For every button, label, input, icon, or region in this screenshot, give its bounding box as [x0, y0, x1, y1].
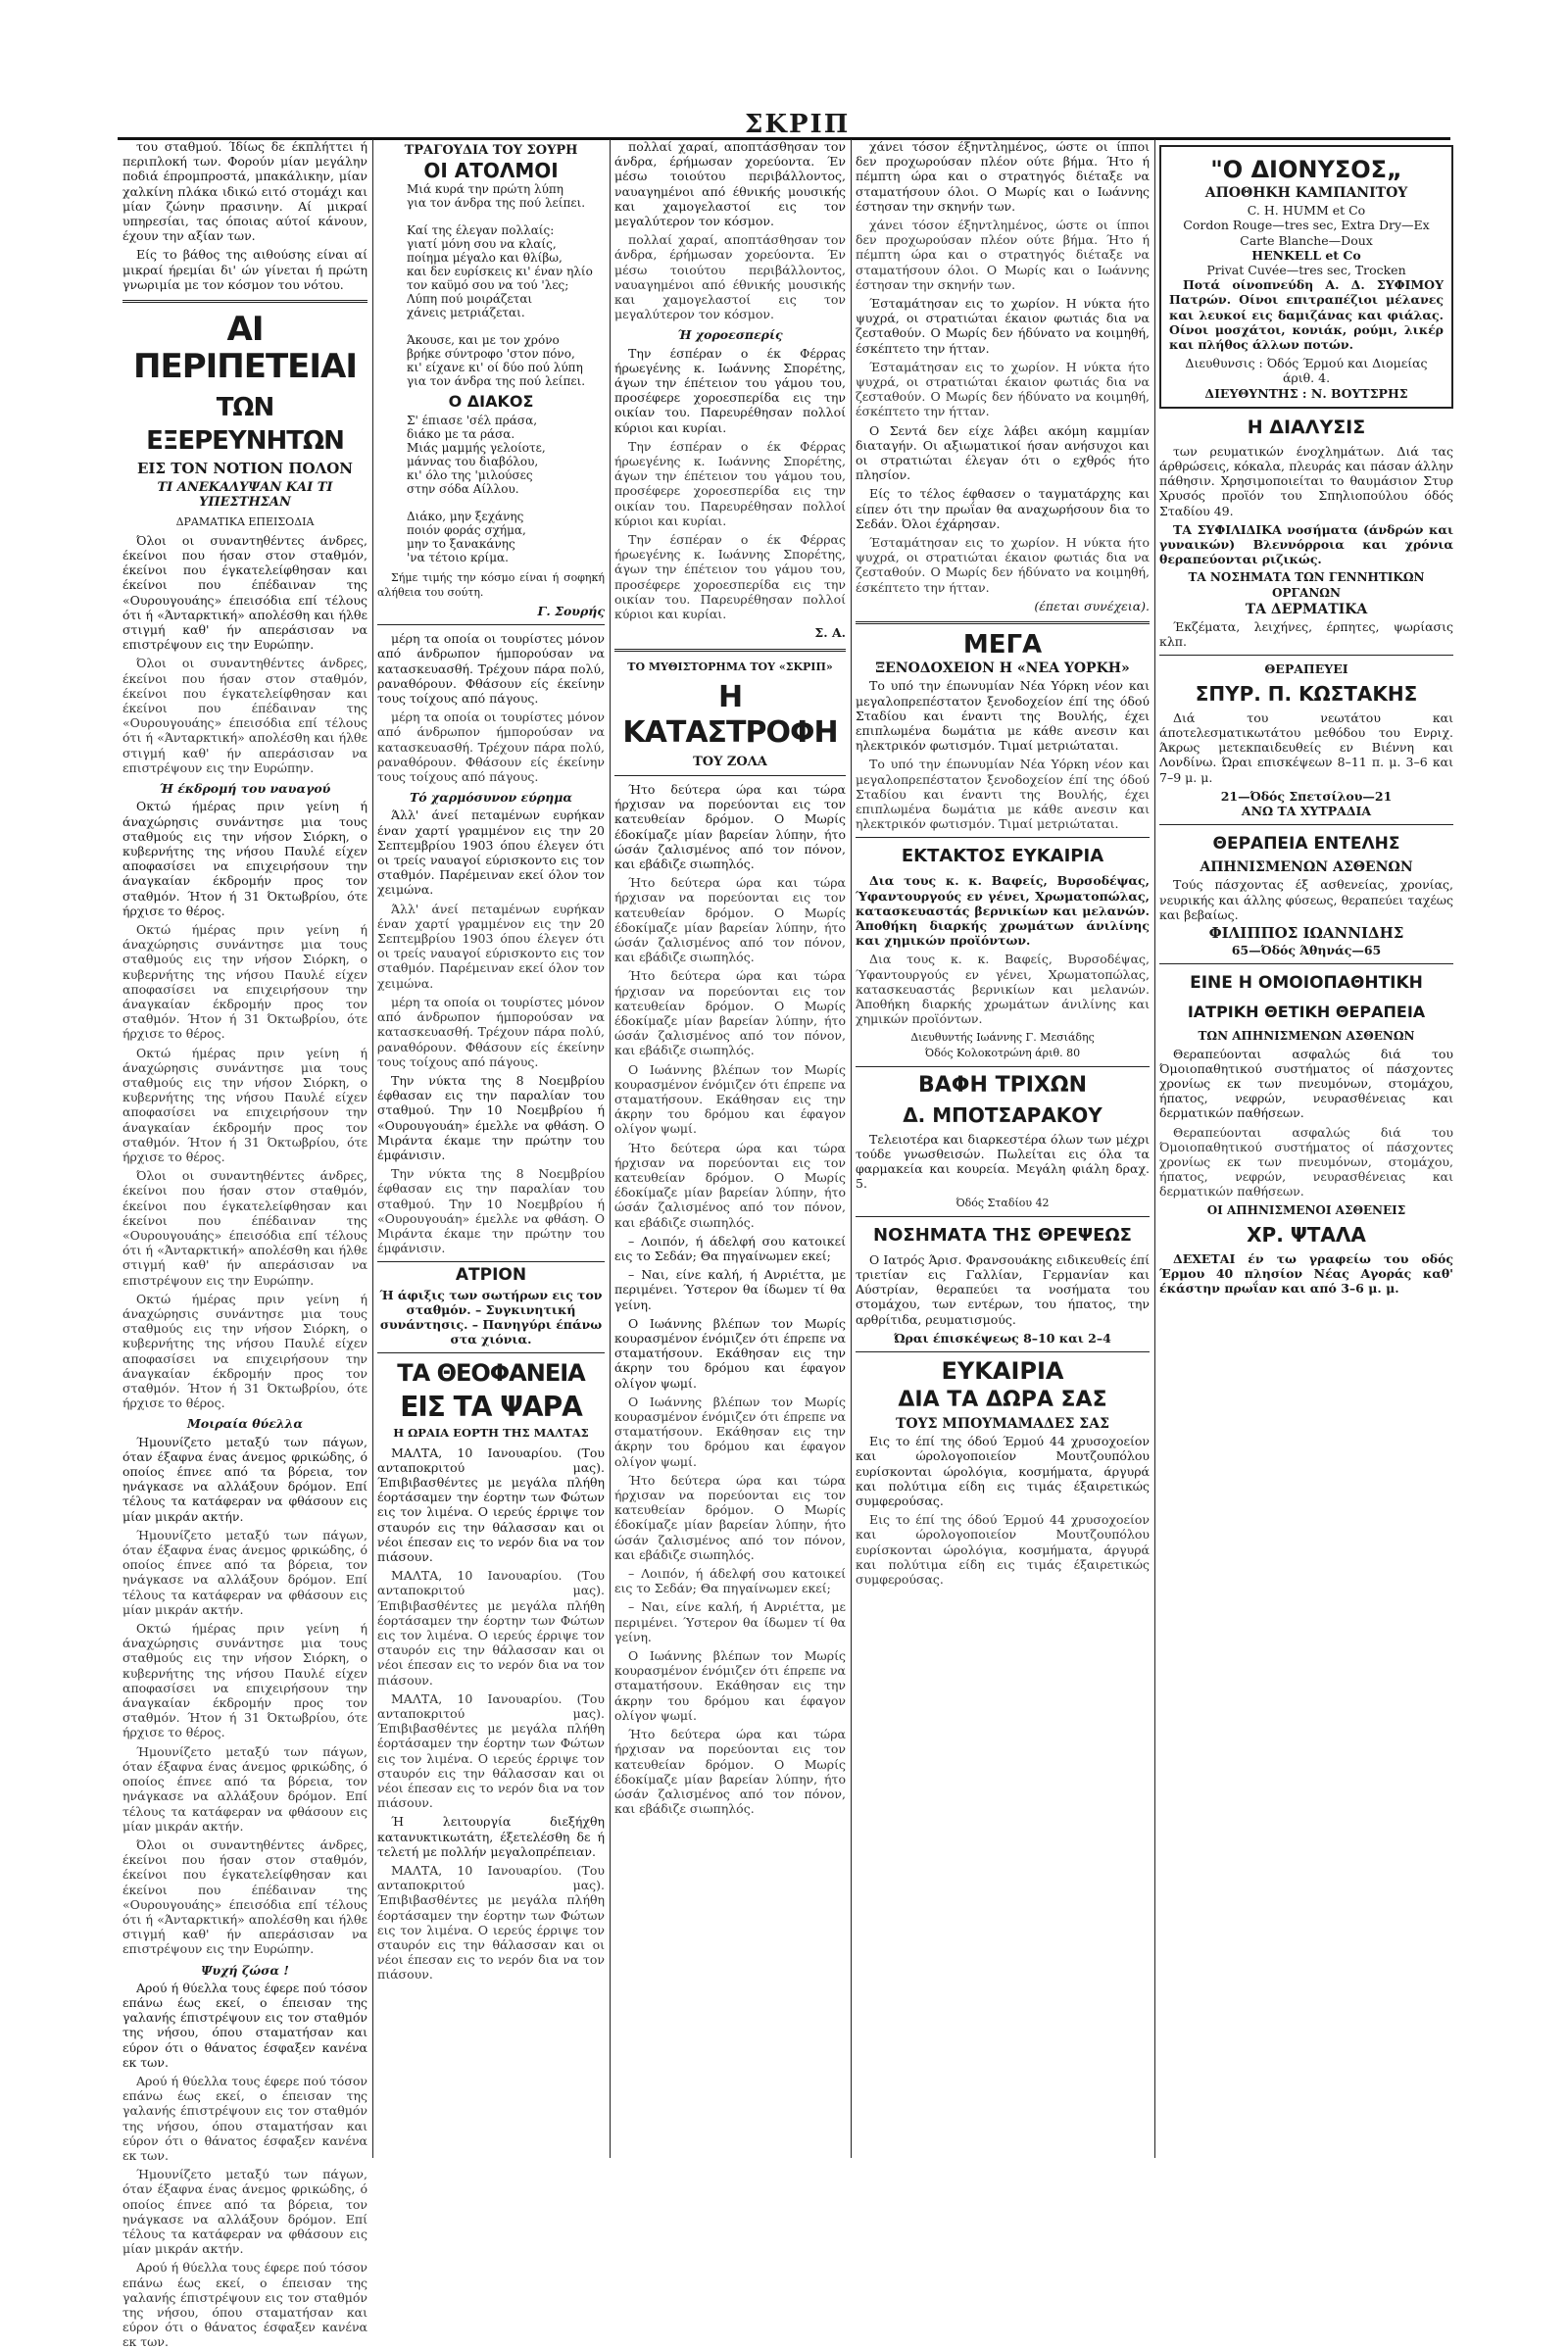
ad-signature: Διευθυντής Ιωάννης Γ. Μεσιάδης: [910, 1031, 1095, 1045]
poem-line: [407, 319, 605, 333]
divider: [1159, 963, 1453, 964]
poem-line: γιατί μόνη σου να κλαίς,: [407, 237, 557, 252]
article-text: Αρού ή θύελλα τους έφερε πού τόσον επάνω έως εκεί, ο έπεισαν της γαλανής έπιστρέψουν εις τον σταθμόν της νήσου, όπου σταματήσαν και εύρον ότι ο θάνατος έσφαξεν κανένα εκ των.: [122, 1980, 368, 2070]
divider: [614, 775, 846, 776]
divider: [856, 1351, 1150, 1352]
article-text: Οκτώ ήμέρας πριν γείνη ή άναχώρησις συνάντησε μια τους σταθμούς εις την νήσον Σιόρκη, ο κυβερνήτης της νήσου Παυλέ είχεν αποφασίσει να επιχειρήσουν την άναγκαίαν έκδρομήν προς τον σταθμόν. Ήτον ή 31 Όκτωβρίου, ότε ήρχισε το θέρος.: [122, 1621, 368, 1740]
poem-line: διάκο με τα ράσα.: [407, 426, 515, 441]
article-text: Όλοι οι συναντηθέντες άνδρες, έκείνοι που ήσαν στον σταθμόν, έκείνοι που έγκατελείφθησαν και έκείνοι που έπέδαιναν της «Ουρουγουάης» έπεισόδια επί τέλους ότι ή «Άνταρκτική» απολέσθη και ήλθε στιγμή καθ' ήν απεράσισαν να επιστρέψουν εις την Ευρώπην.: [122, 1836, 368, 1957]
section-heading: ΑΤΡΙΟΝ: [455, 1265, 527, 1286]
divider: [856, 621, 1150, 624]
ad-text: Θεραπεύονται ασφαλώς διά του Όμοιοπαθητικού συστήματος οί πάσχοντες χρονίως εκ των πνευμόνων, στομάχου, ήπατος, νεφρών, νευρασθένειας και δερματικών παθήσεων.: [1159, 1046, 1453, 1121]
ad-subtitle: ΟΙ ΑΠΗΝΙΣΜΕΝΟΙ ΑΣΘΕΝΕΙΣ: [1206, 1202, 1406, 1217]
ad-address: Όδός Κολοκοτρώνη άριθ. 80: [924, 1046, 1081, 1059]
poem-line: μάννας του διαβόλου,: [407, 454, 539, 468]
article-text: Ο Ιωάννης βλέπων τον Μωρίς κουρασμένον ένόμιζεν ότι έπρεπε να σταματήσουν. Εκάθησαν εις την άκρην του δρόμου και έφαγον ολίγον ψωμί.: [614, 1061, 846, 1137]
article-text: Άλλ' άνεί πεταμένων ευρήκαν έναν χαρτί γραμμένον εις την 20 Σεπτεμβρίου 1903 όπου έλεγεν ότι οι τρείς ναυαγοί εύρισκοντο εις τον σταθμόν. Παρέμειναν εκεί όλον τον χειμώνα.: [377, 901, 605, 991]
masthead-title: ΣΚΡΙΠ: [745, 110, 851, 139]
article-text: Οκτώ ήμέρας πριν γείνη ή άναχώρησις συνάντησε μια τους σταθμούς εις την νήσον Σιόρκη, ο κυβερνήτης της νήσου Παυλέ είχεν αποφασίσει να επιχειρήσουν την άναγκαίαν έκδρομήν προς τον σταθμόν. Ήτον ή 31 Όκτωβρίου, ότε ήρχισε το θέρος.: [122, 799, 368, 918]
ad-title: ΝΟΣΗΜΑΤΑ ΤΗΣ ΘΡΕΨΕΩΣ: [873, 1224, 1132, 1246]
poem-line: κι' όλο της 'μιλούσες: [407, 467, 533, 482]
article-text: Όλοι οι συναντηθέντες άνδρες, έκείνοι που ήσαν στον σταθμόν, έκείνοι που έγκατελείφθησαν και έκείνοι που έπέδαιναν της «Ουρουγουάης» έπεισόδια επί τέλους ότι ή «Άνταρκτική» απολέσθη και ήλθε στιγμή καθ' ήν απεράσισαν να επιστρέψουν εις την Ευρώπην.: [122, 532, 368, 653]
article-text: πολλαί χαραί, αποπτάσθησαν τον άνδρα, έρήμωσαν χορεύοντα. Έν μέσω τοιούτου περιβάλλοντος, ναυαγημένοι από έθνικής μουσικής και χαμογελαστοί εις τον μεγαλύτερον τον κόσμον.: [614, 139, 846, 229]
poem-line: για τον άνδρα της πού λείπει.: [407, 196, 586, 211]
article-text: Ήμουνίζετο μεταξύ των πάγων, όταν έξαφνα ένας άνεμος φρικώδης, ό οποίος έπνεε από τα βόρεια, τον ηνάγκασε να αλλάξουν δρόμον. Επί τέλους τα κατάφεραν να φθάσουν εις μίαν μικράν ακτήν.: [122, 2167, 368, 2257]
poem-line: ποιόν φοράς σχήμα,: [407, 522, 526, 537]
column-rule: [851, 139, 852, 2158]
headline: ΕΙΣ ΤΑ ΨΑΡΑ: [400, 1391, 582, 1424]
ad-title: ΣΠΥΡ. Π. ΚΩΣΤΑΚΗΣ: [1195, 681, 1418, 706]
article-text: Αρού ή θύελλα τους έφερε πού τόσον επάνω έως εκεί, ο έπεισαν της γαλανής έπιστρέψουν εις τον σταθμόν της νήσου, όπου σταματήσαν και εύρον ότι ο θάνατος έσφαξεν κανένα εκ των.: [122, 2073, 368, 2163]
article-text: Αρού ή θύελλα τους έφερε πού τόσον επάνω έως εκεί, ο έπεισαν της γαλανής έπιστρέψουν εις τον σταθμόν της νήσου, όπου σταματήσαν και εύρον ότι ο θάνατος έσφαξεν κανένα εκ των.: [122, 2260, 368, 2350]
article-text: Ή λειτουργία διεξήχθη κατανυκτικωτάτη, έξετελέσθη δε ή τελετή με πολλήν μεγαλοπρέπειαν.: [377, 1814, 605, 1859]
article-text: Ήτο δεύτερα ώρα και τώρα ήρχισαν να πορεύονται εις τον κατευθείαν δρόμον. Ο Μωρίς έδοκίμαζε μίαν βαρείαν λύπην, ήτο ώσάν ζαλισμένος από τον πόνον, και εβάδιζε σιωπηλός.: [614, 1472, 846, 1562]
ad-text: ΔΕΧΕΤΑΙ έν τω γραφείω του οδός Έρμου 40 πλησίον Νέας Αγοράς καθ' έκάστην πρωΐαν και από 3–6 μ. μ.: [1159, 1250, 1453, 1297]
poem-line: Μιάς μαμμής γελοίοτε,: [407, 440, 546, 455]
ad-city: ΑΝΩ ΤΑ ΧΥΤΡΑΔΙΑ: [1241, 803, 1372, 818]
ad-subtitle: ΔΙΑ ΤΑ ΔΩΡΑ ΣΑΣ: [898, 1388, 1107, 1412]
ad-text: Το υπό την έπωνυμίαν Νέα Υόρκη νέον και μεγαλοπρεπέστατον ξενοδοχείον έπί της όδού Σταδίου και έναντι της Βουλής, έχει επιπλωμένα δωμάτια με κάθε ανεσιν και ηλεκτρικόν φωτισμόν. Τιμαί μετριώταται.: [856, 757, 1150, 832]
ad-title: Η ΔΙΑΛΥΣΙΣ: [1247, 416, 1366, 438]
poem-line: Καί της έλεγαν πολλαίς:: [407, 223, 555, 238]
poem-line: Λύπη πού μοιράζεται: [407, 292, 533, 307]
section-heading: Μοιραία θύελλα: [187, 1416, 303, 1432]
article-text: Την νύκτα της 8 Νοεμβρίου έφθασαν εις την παραλίαν του σταθμού. Την 10 Νοεμβρίου ή «Ουρουγουάη» έμελλε να φθάση. Ο Μιράντα έκαμε την πρώτην του έμφάνισιν.: [377, 1072, 605, 1162]
signature: Γ. Σουρής: [537, 604, 605, 619]
ad-address: Όδός Σταδίου 42: [956, 1196, 1050, 1209]
article-text: Ήτο δεύτερα ώρα και τώρα ήρχισαν να πορεύονται εις τον κατευθείαν δρόμον. Ο Μωρίς έδοκίμαζε μίαν βαρείαν λύπην, ήτο ώσάν ζαλισμένος από τον πόνον, και εβάδιζε σιωπηλός.: [614, 875, 846, 965]
poem: [377, 414, 605, 564]
novel-header: ΤΟ ΜΥΘΙΣΤΟΡΗΜΑ ΤΟΥ «ΣΚΡΙΠ»: [627, 660, 833, 673]
novel-title: Η ΚΑΤΑΣΤΡΟΦΗ: [622, 679, 838, 750]
article-text: Οκτώ ήμέρας πριν γείνη ή άναχώρησις συνάντησε μια τους σταθμούς εις την νήσον Σιόρκη, ο κυβερνήτης της νήσου Παυλέ είχεν αποφασίσει να επιχειρήσουν την άναγκαίαν έκδρομήν προς τον σταθμόν. Ήτον ή 31 Όκτωβρίου, ότε ήρχισε το θέρος.: [122, 1291, 368, 1411]
section-heading: Ή χοροεσπερίς: [677, 327, 783, 343]
article-text: Ήμουνίζετο μεταξύ των πάγων, όταν έξαφνα ένας άνεμος φρικώδης, ό οποίος έπνεε από τα βόρεια, τον ηνάγκασε να αλλάξουν δρόμον. Επί τέλους τα κατάφεραν να φθάσουν εις μίαν μικράν ακτήν.: [122, 1527, 368, 1617]
ad-subtitle: Δ. ΜΠΟΤΣΑΡΑΚΟΥ: [903, 1102, 1102, 1127]
divider: [856, 1066, 1150, 1067]
ad-text: Τούς πάσχοντας έξ ασθενείας, χρονίας, νευρικής και άλλης φύσεως, θεραπεύει ταχέως και βεβαίως.: [1159, 877, 1453, 922]
article-text: Έσταμάτησαν εις το χωρίον. Η νύκτα ήτο ψυχρά, οι στρατιώται έκαιον φωτιάς δια να ζεσταθούν. Ο Μωρίς δεν ήδύνατο να κοιμηθή, έσκέπτετο την ήτταν.: [856, 296, 1150, 356]
masthead: [118, 110, 1450, 140]
article-text: ΜΑΛΤΑ, 10 Ιανουαρίου. (Του ανταποκριτού μας). Έπιβιβασθέντες με μεγάλα πλήθη έορτάσαμεν την έορτην των Φώτων εις τον λιμένα. Ο ιερεύς έρριψε τον σταυρόν εις την θάλασσαν και οι νέοι έπεσαν εις το νερόν δια να τον πιάσουν.: [377, 1444, 605, 1564]
article-text: Οκτώ ήμέρας πριν γείνη ή άναχώρησις συνάντησε μια τους σταθμούς εις την νήσον Σιόρκη, ο κυβερνήτης της νήσου Παυλέ είχεν αποφασίσει να επιχειρήσουν την άναγκαίαν έκδρομήν προς τον σταθμόν. Ήτον ή 31 Όκτωβρίου, ότε ήρχισε το θέρος.: [122, 921, 368, 1042]
poem-line: [407, 210, 605, 223]
ad-subtitle: ΑΠΗΝΙΣΜΕΝΩΝ ΑΣΘΕΝΩΝ: [1200, 859, 1413, 876]
article-text: Ήμουνίζετο μεταξύ των πάγων, όταν έξαφνα ένας άνεμος φρικώδης, ό οποίος έπνεε από τα βόρεια, τον ηνάγκασε να αλλάξουν δρόμον. Επί τέλους τα κατάφεραν να φθάσουν εις μίαν μικράν ακτήν.: [122, 1743, 368, 1834]
ad-subtitle: ΤΑ ΝΟΣΗΜΑΤΑ ΤΩΝ ΓΕΝΝΗΤΙΚΩΝ ΟΡΓΑΝΩΝ: [1188, 570, 1425, 600]
article-text: Ο Σεντά δεν είχε λάβει ακόμη καμμίαν διαταγήν. Οι αξιωματικοί ήσαν ανήσυχοι και οι στρατιώται έλεγαν ότι ο εχθρός ήτο πλησίον.: [856, 422, 1150, 483]
article-text: Ήμουνίζετο μεταξύ των πάγων, όταν έξαφνα ένας άνεμος φρικώδης, ό οποίος έπνεε από τα βόρεια, τον ηνάγκασε να αλλάξουν δρόμον. Επί τέλους τα κατάφεραν να φθάσουν εις μίαν μικράν ακτήν.: [122, 1434, 368, 1524]
subheadline: ΤΙ ΑΝΕΚΑΛΥΨΑΝ ΚΑΙ ΤΙ ΥΠΕΣΤΗΣΑΝ: [157, 480, 333, 511]
divider: [856, 837, 1150, 838]
ad-text: Θεραπεύονται ασφαλώς διά του Όμοιοπαθητικού συστήματος οί πάσχοντες χρονίως εκ των πνευμόνων, στομάχου, ήπατος, νεφρών, νευρασθένειας και δερματικών παθήσεων.: [1159, 1124, 1453, 1199]
ad-line: HENKELL et Co: [1251, 247, 1361, 263]
poem-line: μην το ξανακάνης: [407, 536, 515, 551]
poem-line: κι' είχανε κι' οί δύο πού λύπη: [407, 361, 583, 375]
article-text: Ήτο δεύτερα ώρα και τώρα ήρχισαν να πορεύονται εις τον κατευθείαν δρόμον. Ο Μωρίς έδοκίμαζε μίαν βαρείαν λύπην, ήτο ώσάν ζαλισμένος από τον πόνον, και εβάδιζε σιωπηλός.: [614, 1140, 846, 1230]
article-text: Ήτο δεύτερα ώρα και τώρα ήρχισαν να πορεύονται εις τον κατευθείαν δρόμον. Ο Μωρίς έδοκίμαζε μίαν βαρείαν λύπην, ήτο ώσάν ζαλισμένος από τον πόνον, και εβάδιζε σιωπηλός.: [614, 781, 846, 871]
headline: ΤΑ ΘΕΟΦΑΝΕΙΑ: [397, 1359, 585, 1388]
ad-subtitle: ΞΕΝΟΔΟΧΕΙΟΝ Η «ΝΕΑ ΥΟΡΚΗ»: [875, 661, 1130, 677]
poem-line: στην σόδα Αίλλου.: [407, 481, 519, 496]
article-text: – Ναι, είνε καλή, ή Ανριέττα, με περιμένει. Ύστερον θα ίδωμεν τί θα γείνη.: [614, 1267, 846, 1312]
column-4: [856, 139, 1150, 2168]
article-text: Την έσπέραν ο έκ Φέρρας ήρωεγένης κ. Ιωάννης Σπορέτης, άγων την έπέτειον του γάμου του, προσέφερε χοροεσπερίδα εις την οικίαν του. Παρευρέθησαν πολλοί κύριοι και κυρίαι.: [614, 532, 846, 622]
article-text: Είς το βάθος της αιθούσης είναι αί μικραί ήρεμίαι δι' ών γίνεται ή πρώτη γνωριμία με τον κόσμον του νότου.: [122, 247, 368, 292]
ad-subtitle: ΤΑ ΔΕΡΜΑΤΙΚΑ: [1245, 601, 1368, 617]
poem-line: ποίημα μέγαλο και θλίβω,: [407, 251, 563, 266]
column-rule: [610, 139, 611, 2158]
poem-line: και δεν ευρίσκεις κι' έναν ηλίο: [407, 265, 593, 279]
article-text: – Ναι, είνε καλή, ή Ανριέττα, με περιμένει. Ύστερον θα ίδωμεν τί θα γείνη.: [614, 1599, 846, 1644]
poem-line: Διάκο, μην ξεχάνης: [407, 509, 524, 523]
poem-line: Σ' έπιασε 'σέλ πράσα,: [407, 413, 538, 427]
section-heading: ΤΡΑΓΟΥΔΙΑ ΤΟΥ ΣΟΥΡΗ: [404, 143, 578, 158]
continued-note: (έπεται συνέχεια).: [1034, 598, 1150, 613]
ad-address: Διευθυνσις : Όδός Έρμού και Διομείας άριθ. 4.: [1185, 356, 1428, 386]
ad-address: 21—Όδός Σπετσίλου—21: [1220, 788, 1393, 804]
divider: [614, 649, 846, 652]
ad-address: 65—Όδός Άθηνάς—65: [1231, 943, 1382, 958]
article-text: Ο Ιωάννης βλέπων τον Μωρίς κουρασμένον ένόμιζεν ότι έπρεπε να σταματήσουν. Εκάθησαν εις την άκρην του δρόμου και έφαγον ολίγον ψωμί.: [614, 1648, 846, 1723]
article-text: Ήτο δεύτερα ώρα και τώρα ήρχισαν να πορεύονται εις τον κατευθείαν δρόμον. Ο Μωρίς έδοκίμαζε μίαν βαρείαν λύπην, ήτο ώσάν ζαλισμένος από τον πόνον, και εβάδιζε σιωπηλός.: [614, 1727, 846, 1817]
poem-line: βρήκε σύντροφο 'στον πόνο,: [407, 347, 575, 362]
column-1: [122, 139, 368, 2350]
article-text: μέρη τα οποία οι τουρίστες μόνον από άνδρωπον ήμπορούσαν να κατασκευασθή. Τρέχουν πάρα πολύ, ραναθόρουν. Φθάσουν είς έκείνην τους τοίχους από πάγους.: [377, 710, 605, 785]
ad-text: Εις το έπί της όδού Έρμού 44 χρυσοχοείον και ώρολογοποιείον Μουτζουπόλου ευρίσκονται ώρολόγια, κοσμήματα, άργυρά και πολύτιμα είδη εις τιμάς έξαιρετικώς συμφερούσας.: [856, 1512, 1150, 1588]
ad-title: ΘΕΡΑΠΕΙΑ ΕΝΤΕΛΗΣ: [1212, 834, 1400, 855]
ad-text: Ποτά οίνοπνεύδη Α. Δ. ΣΥΦΙΜΟΥ Πατρών. Οίνοι επιτραπέζιοι μέλανες και λευκοί εις δαμιζάνας και φιάλας. Οίνοι μοσχάτοι, κονιάκ, ρούμι, λικέρ και πλήθος άλλων ποτών.: [1169, 277, 1444, 353]
ad-title: ΒΑΦΗ ΤΡΙΧΩΝ: [918, 1072, 1087, 1098]
subheadline: ΔΡΑΜΑΤΙΚΑ ΕΠΕΙΣΟΔΙΑ: [175, 514, 315, 528]
subheadline: Η ΩΡΑΙΑ ΕΟΡΤΗ ΤΗΣ ΜΑΛΤΑΣ: [393, 1426, 589, 1441]
divider: [1159, 655, 1453, 656]
poem-line: Άκουσε, και με τον χρόνο: [407, 333, 560, 348]
article-text: Την έσπέραν ο έκ Φέρρας ήρωεγένης κ. Ιωάννης Σπορέτης, άγων την έπέτειον του γάμου του, προσέφερε χοροεσπερίδα εις την οικίαν του. Παρευρέθησαν πολλοί κύριοι και κυρίαι.: [614, 345, 846, 435]
poem-line: για τον άνδρα της πού λείπει.: [407, 374, 586, 389]
poem-title: ΟΙ ΑΤΟΛΜΟΙ: [423, 159, 559, 183]
divider: [377, 1261, 605, 1262]
headline: ΑΙ ΠΕΡΙΠΕΤΕΙΑΙ: [133, 310, 357, 387]
column-3: [614, 139, 846, 2168]
article-text: Έσταμάτησαν εις το χωρίον. Η νύκτα ήτο ψυχρά, οι στρατιώται έκαιον φωτιάς δια να ζεσταθούν. Ο Μωρίς δεν ήδύνατο να κοιμηθή, έσκέπτετο την ήτταν.: [856, 359, 1150, 419]
article-text: ΜΑΛΤΑ, 10 Ιανουαρίου. (Του ανταποκριτού μας). Έπιβιβασθέντες με μεγάλα πλήθη έορτάσαμεν την έορτην των Φώτων εις τον λιμένα. Ο ιερεύς έρριψε τον σταυρόν εις την θάλασσαν και οι νέοι έπεσαν εις το νερόν δια να τον πιάσουν.: [377, 1690, 605, 1811]
ad-text: Το υπό την έπωνυμίαν Νέα Υόρκη νέον και μεγαλοπρεπέστατον ξενοδοχείον έπί της όδού Σταδίου και έναντι της Βουλής, έχει επιπλωμένα δωμάτια με κάθε ανεσιν και ηλεκτρικόν φωτισμόν. Τιμαί μετριώταται.: [856, 678, 1150, 754]
article-text: μέρη τα οποία οι τουρίστες μόνον από άνδρωπον ήμπορούσαν να κατασκευασθή. Τρέχουν πάρα πολύ, ραναθόρουν. Φθάσουν είς έκείνην τους τοίχους από πάγους.: [377, 631, 605, 707]
article-text: ΜΑΛΤΑ, 10 Ιανουαρίου. (Του ανταποκριτού μας). Έπιβιβασθέντες με μεγάλα πλήθη έορτάσαμεν την έορτην των Φώτων εις τον λιμένα. Ο ιερεύς έρριψε τον σταυρόν εις την θάλασσαν και οι νέοι έπεσαν εις το νερόν δια να τον πιάσουν.: [377, 1863, 605, 1983]
article-text: Ήτο δεύτερα ώρα και τώρα ήρχισαν να πορεύονται εις τον κατευθείαν δρόμον. Ο Μωρίς έδοκίμαζε μίαν βαρείαν λύπην, ήτο ώσάν ζαλισμένος από τον πόνον, και εβάδιζε σιωπηλός.: [614, 968, 846, 1058]
ad-text: ΤΑ ΣΥΦΙΛΙΔΙΚΑ νοσήματα (άνδρών και γυναικών) Βλεννόρροια και χρόνια θεραπεύονται ριζικώς.: [1159, 521, 1453, 567]
poem-line: Μιά κυρά την πρώτη λύπη: [407, 182, 564, 197]
article-text: Ο Ιωάννης βλέπων τον Μωρίς κουρασμένον ένόμιζεν ότι έπρεπε να σταματήσουν. Εκάθησαν εις την άκρην του δρόμου και έφαγον ολίγον ψωμί.: [614, 1394, 846, 1469]
ad-line: Cordon Rouge—tres sec, Extra Dry—Ex Carte Blanche—Doux: [1183, 218, 1430, 248]
ad-subtitle: ΑΠΟΘΗΚΗ ΚΑΜΠΑΝΙΤΟΥ: [1204, 185, 1408, 201]
novel-author: ΤΟΥ ΖΟΛΑ: [693, 754, 767, 769]
ad-owner: ΔΙΕΥΘΥΝΤΗΣ : Ν. ΒΟΥΤΣΡΗΣ: [1204, 385, 1408, 401]
ad-title: ΕΙΝΕ Η ΟΜΟΙΟΠΑΘΗΤΙΚΗ: [1190, 973, 1423, 994]
ad-text: Δια τους κ. κ. Βαφείς, Βυρσοδέψας, Ύφαντουργούς εν γένει, Χρωματοπώλας, κατασκευαστάς βερνικίων και μελανών. Άποθήκη διαρκής χρωμάτων άνιλίνης και χημικών προϊόντων.: [856, 952, 1150, 1027]
section-heading: Ψυχή ζώσα !: [201, 1962, 289, 1978]
article-text: ΜΑΛΤΑ, 10 Ιανουαρίου. (Του ανταποκριτού μας). Έπιβιβασθέντες με μεγάλα πλήθη έορτάσαμεν την έορτην των Φώτων εις τον λιμένα. Ο ιερεύς έρριψε τον σταυρόν εις την θάλασσαν και οι νέοι έπεσαν εις το νερόν δια να τον πιάσουν.: [377, 1568, 605, 1688]
poem-line: [407, 496, 605, 510]
article-subheading: Ή άφιξις των σωτήρων εις τον σταθμόν. – Συγκινητική συνάντησις. – Πανηγύρι έπάνω στα χιόνια.: [379, 1287, 603, 1347]
ad-line: C. H. HUMM et Co: [1247, 203, 1366, 219]
ad-text: των ρευματικών ένοχλημάτων. Διά τας άρθρώσεις, κόκαλα, πλευράς και πάσαν άλλην πάθησιν. Χρησιμοποιείται το θαυμάσιον Στυρ Χρυσός προϊόν του Σπηλιοπούλου όδός Σταδίου 49.: [1159, 443, 1453, 518]
ad-name: ΦΙΛΙΠΠΟΣ ΙΩΑΝΝΙΔΗΣ: [1208, 923, 1404, 942]
ad-title: ΜΕΓΑ: [962, 630, 1043, 661]
article-text: μέρη τα οποία οι τουρίστες μόνον από άνδρωπον ήμπορούσαν να κατασκευασθή. Τρέχουν πάρα πολύ, ραναθόρουν. Φθάσουν είς έκείνην τους τοίχους από πάγους.: [377, 994, 605, 1069]
ad-text: Δια τους κ. κ. Βαφείς, Βυρσοδέψας, Ύφαντουργούς εν γένει, Χρωματοπώλας, κατασκευαστάς βερνικίων και μελανών. Άποθήκη διαρκής χρωμάτων άνιλίνης και χημικών προϊόντων.: [856, 873, 1150, 949]
ad-hours: Ώραι έπισκέψεως 8–10 και 2–4: [894, 1330, 1111, 1346]
section-heading: Ή έκδρομή του ναυαγού: [159, 781, 331, 797]
ad-title: "Ο ΔΙΟΝΥΣΟΣ„: [1210, 156, 1402, 183]
divider: [122, 300, 368, 303]
article-text: Την νύκτα της 8 Νοεμβρίου έφθασαν εις την παραλίαν του σταθμού. Την 10 Νοεμβρίου ή «Ουρουγουάη» έμελλε να φθάση. Ο Μιράντα έκαμε την πρώτην του έμφάνισιν.: [377, 1166, 605, 1256]
poem-note: Σήμε τιμής την κόσμο είναι ή σοφηκή αλήθεια του σούτη.: [377, 570, 605, 599]
ad-title: ΕΥΚΑΙΡΙΑ: [941, 1357, 1064, 1385]
article-text: πολλαί χαραί, αποπτάσθησαν τον άνδρα, έρήμωσαν χορεύοντα. Έν μέσω τοιούτου περιβάλλοντος, ναυαγημένοι από έθνικής μουσικής και χαμογελαστοί εις τον μεγαλύτερον τον κόσμον.: [614, 232, 846, 322]
article-text: – Λοιπόν, ή άδελφή σου κατοικεί εις το Σεδάν; Θα πηγαίνωμεν εκεί;: [614, 1566, 846, 1596]
ad-text: Εις το έπί της όδού Έρμού 44 χρυσοχοείον και ώρολογοποιείον Μουτζουπόλου ευρίσκονται ώρολόγια, κοσμήματα, άργυρά και πολύτιμα είδη εις τιμάς έξαιρετικώς συμφερούσας.: [856, 1434, 1150, 1509]
ad-text: Διά του νεωτάτου και άποτελεσματικωτάτου μεθόδου του Ενριχ. Άκρως μετεκπαιδευθείς εν Βιέννη και Λονδίνω. Ώραι επισκέψεων 8–11 π. μ. 3–6 και 7–9 μ. μ.: [1159, 710, 1453, 785]
poem-line: χάνεις μετριάζεται.: [407, 306, 525, 320]
article-text: χάνει τόσον έξηντλημένος, ώστε οι ίπποι δεν προχωρούσαν πλέον ούτε βήμα. Ήτο ή πέμπτη ώρα και ο στρατηγός διέταξε να σταματήσουν όλοι. Ο Μωρίς και ο Ιωάννης έστησαν την σκηνήν των.: [856, 139, 1150, 214]
article-text: Όλοι οι συναντηθέντες άνδρες, έκείνοι που ήσαν στον σταθμόν, έκείνοι που έγκατελείφθησαν και έκείνοι που έπέδαιναν της «Ουρουγουάης» έπεισόδια επί τέλους ότι ή «Άνταρκτική» απολέσθη και ήλθε στιγμή καθ' ήν απεράσισαν να επιστρέψουν εις την Ευρώπην.: [122, 1168, 368, 1288]
ad-line: Privat Cuvée—tres sec, Trocken: [1206, 263, 1406, 278]
poem-title: Ο ΔΙΑΚΟΣ: [448, 392, 534, 412]
section-heading: Τό χαρμόσυνον εύρημα: [410, 790, 572, 806]
ad-box: [1159, 145, 1453, 409]
poem-line: 'να τέτοιο κρίμα.: [407, 550, 509, 564]
ad-text: Ο Ιατρός Άρισ. Φρανσουάκης ειδικευθείς έπί τριετίαν εις Γαλλίαν, Γερμανίαν και Αύστρίαν, θεραπεύει τα νοσήματα του στομάχου, των εντέρων, του ήπατος, την αρθρίτιδα, ρευματισμούς.: [856, 1251, 1150, 1327]
article-text: Άλλ' άνεί πεταμένων ευρήκαν έναν χαρτί γραμμένον εις την 20 Σεπτεμβρίου 1903 όπου έλεγεν ότι οι τρείς ναυαγοί εύρισκοντο εις τον σταθμόν. Παρέμειναν εκεί όλον τον χειμώνα.: [377, 808, 605, 898]
divider: [856, 1216, 1150, 1217]
article-text: – Λοιπόν, ή άδελφή σου κατοικεί εις το Σεδάν; Θα πηγαίνωμεν εκεί;: [614, 1233, 846, 1263]
ad-text: Έκζέματα, λειχήνες, έρπητες, ψωρίασις κλπ.: [1159, 619, 1453, 650]
divider: [1159, 824, 1453, 825]
divider: [377, 1352, 605, 1353]
column-rule: [372, 139, 373, 2158]
subheadline: ΕΙΣ ΤΟΝ ΝΟΤΙΟΝ ΠΟΛΟΝ: [136, 460, 354, 478]
column-2: [377, 139, 605, 2168]
column-5: [1159, 139, 1453, 2168]
ad-name: ΧΡ. ΨΤΑΛΑ: [1247, 1222, 1366, 1247]
headline: ΤΩΝ ΕΞΕΡΕΥΝΗΤΩΝ: [146, 393, 344, 457]
ad-label: ΘΕΡΑΠΕΥΕΙ: [1264, 661, 1348, 677]
article-text: Ο Ιωάννης βλέπων τον Μωρίς κουρασμένον ένόμιζεν ότι έπρεπε να σταματήσουν. Εκάθησαν εις την άκρην του δρόμου και έφαγον ολίγον ψωμί.: [614, 1315, 846, 1391]
poem-line: τον καϋμό σου να τού 'λες;: [407, 278, 569, 293]
ad-subtitle: ΤΩΝ ΑΠΗΝΙΣΜΕΝΩΝ ΑΣΘΕΝΩΝ: [1198, 1029, 1415, 1044]
article-text: χάνει τόσον έξηντλημένος, ώστε οι ίπποι δεν προχωρούσαν πλέον ούτε βήμα. Ήτο ή πέμπτη ώρα και ο στρατηγός διέταξε να σταματήσουν όλοι. Ο Μωρίς και ο Ιωάννης έστησαν την σκηνήν των.: [856, 218, 1150, 292]
ad-title: ΙΑΤΡΙΚΗ ΘΕΤΙΚΗ ΘΕΡΑΠΕΙΑ: [1187, 1003, 1426, 1022]
column-rule: [1154, 139, 1155, 2158]
article-text: Έσταμάτησαν εις το χωρίον. Η νύκτα ήτο ψυχρά, οι στρατιώται έκαιον φωτιάς δια να ζεσταθούν. Ο Μωρίς δεν ήδύνατο να κοιμηθή, έσκέπτετο την ήτταν.: [856, 535, 1150, 595]
article-text: Την έσπέραν ο έκ Φέρρας ήρωεγένης κ. Ιωάννης Σπορέτης, άγων την έπέτειον του γάμου του, προσέφερε χοροεσπερίδα εις την οικίαν του. Παρευρέθησαν πολλοί κύριοι και κυρίαι.: [614, 438, 846, 528]
divider: [377, 624, 605, 625]
article-text: Όλοι οι συναντηθέντες άνδρες, έκείνοι που ήσαν στον σταθμόν, έκείνοι που έγκατελείφθησαν και έκείνοι που έπέδαιναν της «Ουρουγουάης» έπεισόδια επί τέλους ότι ή «Άνταρκτική» απολέσθη και ήλθε στιγμή καθ' ήν απεράσισαν να επιστρέψουν εις την Ευρώπην.: [122, 656, 368, 775]
signature: Σ. Α.: [814, 625, 846, 641]
article-text: Οκτώ ήμέρας πριν γείνη ή άναχώρησις συνάντησε μια τους σταθμούς εις την νήσον Σιόρκη, ο κυβερνήτης της νήσου Παυλέ είχεν αποφασίσει να επιχειρήσουν την άναγκαίαν έκδρομήν προς τον σταθμόν. Ήτον ή 31 Όκτωβρίου, ότε ήρχισε το θέρος.: [122, 1045, 368, 1164]
ad-text: Τελειοτέρα και διαρκεστέρα όλων των μέχρι τούδε γνωσθεισών. Πωλείται εις όλα τα φαρμακεία και κουρεία. Μεγάλη φιάλη δραχ. 5.: [856, 1131, 1150, 1192]
ad-subtitle: ΤΟΥΣ ΜΠΟΥΜΑΜΑΔΕΣ ΣΑΣ: [896, 1416, 1109, 1432]
article-text: του σταθμού. Ίδίως δε έκπλήττει ή περιπλοκή των. Φορούν μίαν μεγάλην ποδιά έπρομπροστά, μπακάλικην, μίαν χαλκίνη πλάκα ιδικώ ειτό στομάχι και μίαν ζώνην πρασινην. Αί μικραί υπηρεσίαι, τας όποιας αύτοί κάνουν, έχουν την αξίαν των.: [122, 139, 368, 244]
poem: [377, 182, 605, 388]
article-text: Είς το τέλος έφθασεν ο ταγματάρχης και είπεν ότι την πρωΐαν θα αναχωρήσουν δια το Σεδάν. Όλοι έχάρησαν.: [856, 486, 1150, 531]
ad-title: ΕΚΤΑΚΤΟΣ ΕΥΚΑΙΡΙΑ: [901, 846, 1104, 867]
